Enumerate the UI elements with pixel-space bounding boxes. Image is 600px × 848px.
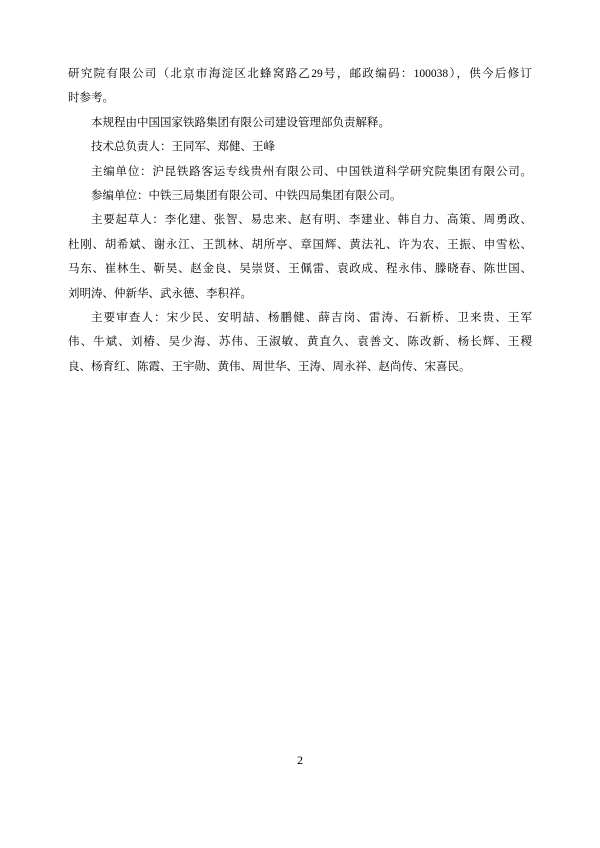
text-line: 主要起草人：李化建、张智、易忠来、赵有明、李建业、韩自力、高策、周勇政、 <box>91 214 532 227</box>
text-line: 马东、崔林生、靳昊、赵金良、吴崇贤、王佩雷、袁政成、程永伟、滕晓春、陈世国、 <box>68 263 532 276</box>
text-line: 刘明涛、仲新华、武永德、李积祥。 <box>68 287 252 300</box>
text-line: 主编单位：沪昆铁路客运专线贵州有限公司、中国铁道科学研究院集团有限公司。 <box>91 165 532 178</box>
text-line: 参编单位：中铁三局集团有限公司、中铁四局集团有限公司。 <box>91 190 402 203</box>
text-line: 良、杨育红、陈霞、王宇勋、黄伟、周世华、王涛、周永祥、赵尚传、宋喜民。 <box>68 360 471 373</box>
page-number: 2 <box>297 753 303 767</box>
text-line: 主要审查人：宋少民、安明喆、杨鹏健、薛吉岗、雷涛、石新桥、卫来贵、王军 <box>91 312 532 325</box>
text-line: 研究院有限公司（北京市海淀区北蜂窝路乙29号，邮政编码：100038），供今后修订 <box>68 68 532 80</box>
text-line: 技术总负责人：王同军、郑健、王峰 <box>91 141 275 154</box>
text-line: 时参考。 <box>68 92 114 105</box>
document-content <box>68 62 532 379</box>
text-line: 本规程由中国国家铁路集团有限公司建设管理部负责解释。 <box>91 116 390 129</box>
text-line: 杜刚、胡希斌、谢永江、王凯林、胡所亭、章国辉、黄法礼、许为农、王振、申雪松、 <box>68 238 532 251</box>
text-line: 伟、牛斌、刘椿、吴少海、苏伟、王淑敏、黄直久、袁善文、陈改新、杨长辉、王稷 <box>68 336 532 349</box>
